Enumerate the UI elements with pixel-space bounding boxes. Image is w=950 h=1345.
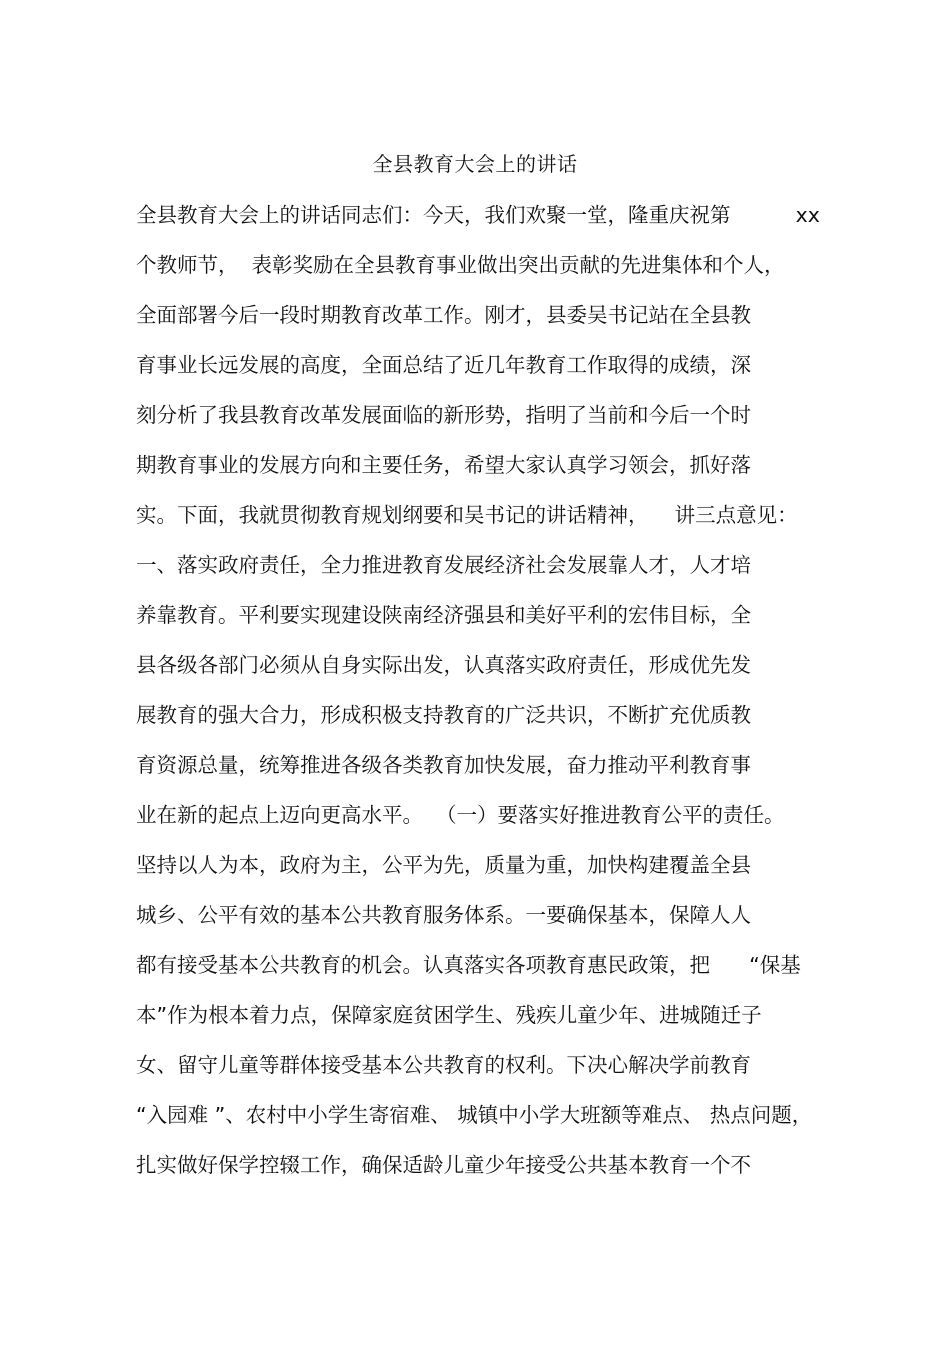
paragraph-line: 养靠教育。平利要实现建设陕南经济强县和美好平利的宏伟目标，全 — [136, 603, 751, 627]
paragraph-line: “入园难 ”、农村中小学生寄宿难、 城镇中小学大班额等难点、 热点问题， — [136, 1103, 813, 1127]
paragraph-line: 坚持以人为本，政府为主，公平为先，质量为重，加快构建覆盖全县 — [136, 853, 751, 877]
paragraph-line: 女、留守儿童等群体接受基本公共教育的权利。下决心解决学前教育 — [136, 1053, 751, 1077]
paragraph-line: 城乡、公平有效的基本公共教育服务体系。一要确保基本，保障人人 — [136, 903, 751, 927]
paragraph-line: 育资源总量，统筹推进各级各类教育加快发展，奋力推动平利教育事 — [136, 753, 751, 777]
paragraph-line: 一、落实政府责任，全力推进教育发展经济社会发展靠人才，人才培 — [136, 553, 751, 577]
paragraph-line: 扎实做好保学控辍工作，确保适龄儿童少年接受公共基本教育一个不 — [136, 1153, 751, 1177]
paragraph-line: 展教育的强大合力，形成积极支持教育的广泛共识，不断扩充优质教 — [136, 703, 751, 727]
paragraph-line: 育事业长远发展的高度，全面总结了近几年教育工作取得的成绩，深 — [136, 353, 751, 377]
paragraph-line: 实。下面，我就贯彻教育规划纲要和吴书记的讲话精神， 讲三点意见： — [136, 503, 798, 527]
page-title: 全县教育大会上的讲话 — [372, 152, 578, 176]
body-text — [136, 197, 836, 1197]
paragraph-line: 全县教育大会上的讲话同志们：今天，我们欢聚一堂，隆重庆祝第 xx — [136, 203, 820, 227]
paragraph-line: 都有接受基本公共教育的机会。认真落实各项教育惠民政策，把 “保基 — [136, 953, 801, 977]
paragraph-line: 全面部署今后一段时期教育改革工作。刚才，县委吴书记站在全县教 — [136, 303, 751, 327]
paragraph-line: 县各级各部门必须从自身实际出发，认真落实政府责任，形成优先发 — [136, 653, 751, 677]
paragraph-line: 个教师节， 表彰奖励在全县教育事业做出突出贡献的先进集体和个人， — [136, 253, 785, 277]
paragraph-line: 业在新的起点上迈向更高水平。 （一）要落实好推进教育公平的责任。 — [136, 803, 785, 827]
paragraph-line: 期教育事业的发展方向和主要任务，希望大家认真学习领会，抓好落 — [136, 453, 751, 477]
paragraph-line: 刻分析了我县教育改革发展面临的新形势，指明了当前和今后一个时 — [136, 403, 751, 427]
paragraph-line: 本”作为根本着力点，保障家庭贫困学生、残疾儿童少年、进城随迁子 — [136, 1003, 762, 1027]
